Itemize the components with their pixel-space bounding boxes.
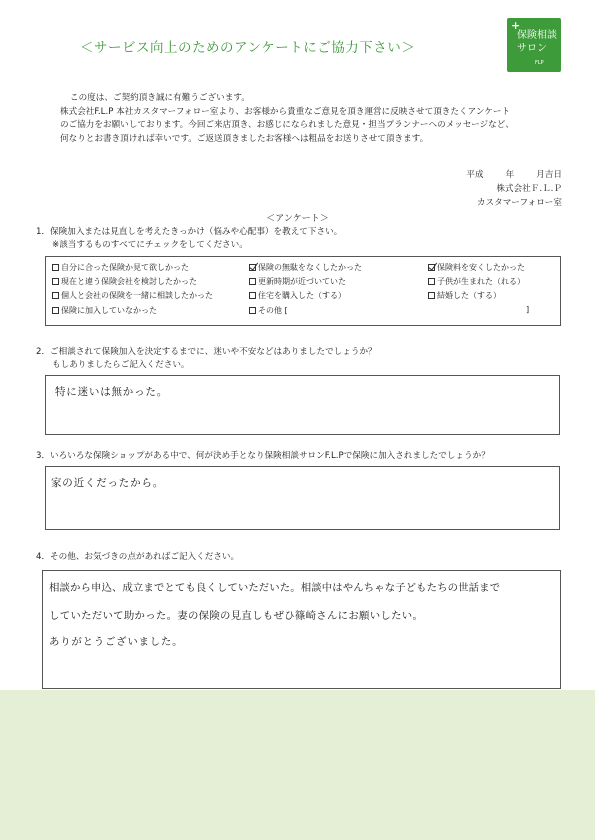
- option-item[interactable]: [52, 305, 157, 316]
- option-item[interactable]: [249, 262, 362, 273]
- option-label: 保険に加入していなかった: [61, 306, 157, 315]
- option-item[interactable]: [249, 290, 346, 301]
- department-name: カスタマーフォロー室: [476, 198, 562, 208]
- checkbox[interactable]: [428, 292, 435, 299]
- question-1: [36, 226, 342, 252]
- option-item[interactable]: [249, 276, 346, 287]
- option-item[interactable]: [428, 262, 525, 273]
- logo-text-line2: サロン: [517, 43, 547, 54]
- checkbox[interactable]: [428, 278, 435, 285]
- option-label: 住宅を購入した（する）: [258, 291, 346, 300]
- option-item[interactable]: [428, 276, 525, 287]
- salon-logo: [507, 18, 561, 72]
- company-name: 株式会社Ｆ.Ｌ.Ｐ: [496, 184, 562, 194]
- intro-line: この度は、ご契約頂き誠に有難うございます。: [70, 93, 250, 103]
- question-4-answer-line: ありがとうございました。: [49, 636, 184, 648]
- question-2-answer-box[interactable]: [45, 375, 560, 435]
- logo-text-line1: 保険相談: [517, 30, 557, 41]
- question-2-text: 2．ご相談されて保険加入を決定するまでに、迷いや不安などはありましたでしょうか？: [36, 347, 377, 357]
- question-1-options: [45, 256, 561, 326]
- option-item[interactable]: [52, 262, 189, 273]
- question-1-note: ※該当するものすべてにチェックをしてください。: [52, 240, 248, 250]
- intro-line: のご協力をお願いしております。今回ご来店頂き、お感じになられました意見・担当プランナーへのメッセージなど、: [60, 120, 514, 130]
- intro-text: [60, 92, 560, 146]
- question-4-answer-line: 相談から申込、成立までとても良くしていただいた。相談中はやんちゃな子どもたちの世話まで: [49, 582, 501, 594]
- date-year: 年: [505, 170, 515, 180]
- intro-line: 株式会社F.L.P 本社カスタマーフォロー室より、お客様から貴重なご意見を頂き運営に反映させて頂きたくアンケート: [60, 106, 511, 117]
- option-label: 更新時期が近づいていた: [258, 277, 346, 286]
- checkbox[interactable]: [249, 292, 256, 299]
- question-2-answer: 特に迷いは無かった。: [55, 386, 168, 398]
- intro-line: 何なりとお書き頂ければ幸いです。ご返送頂きましたお客様へは粗品をお送りさせて頂きます。: [60, 133, 429, 144]
- option-label: 現在と違う保険会社を検討したかった: [61, 277, 197, 286]
- question-2: [36, 346, 377, 372]
- question-2-note: もしありましたらご記入ください。: [52, 360, 190, 370]
- checkbox[interactable]: [52, 264, 59, 271]
- other-bracket-close: ]: [526, 305, 530, 314]
- option-label: その他 [: [258, 306, 288, 315]
- checkbox-checked[interactable]: [249, 264, 256, 271]
- option-label: 保険の無駄をなくしたかった: [258, 263, 362, 272]
- question-3-text: 3．いろいろな保険ショップがある中で、何が決め手となり保険相談サロンF.L.Pで保険に加入されましたでしょうか？: [36, 451, 490, 461]
- option-item[interactable]: [52, 290, 213, 301]
- logo-text-line3: FLP: [535, 60, 544, 66]
- checkbox[interactable]: [52, 292, 59, 299]
- checkbox[interactable]: [52, 278, 59, 285]
- checkbox[interactable]: [249, 307, 256, 314]
- question-4: [36, 551, 239, 564]
- sender-signature: [466, 168, 562, 210]
- date-line: [466, 168, 562, 182]
- option-item[interactable]: [52, 276, 197, 287]
- bottom-background-band: [0, 690, 595, 840]
- date-era: 平成: [466, 170, 484, 180]
- option-label: 子供が生まれた（れる）: [437, 277, 525, 286]
- date-month-day: 月吉日: [536, 170, 562, 180]
- option-label: 個人と会社の保険を一緒に相談したかった: [61, 291, 213, 300]
- question-4-answer-line: していただいて助かった。妻の保険の見直しもぜひ篠崎さんにお願いしたい。: [49, 610, 424, 622]
- question-3-answer: 家の近くだったから。: [51, 477, 164, 489]
- question-1-text: 1．保険加入または見直しを考えたきっかけ（悩みや心配事）を教えて下さい。: [36, 227, 343, 237]
- question-3-answer-box[interactable]: [45, 466, 560, 530]
- question-4-text: 4．その他、お気づきの点があればご記入ください。: [36, 552, 240, 562]
- option-label: 保険料を安くしたかった: [437, 263, 525, 272]
- option-label: 結婚した（する）: [437, 291, 501, 300]
- survey-heading: ＜アンケート＞: [266, 214, 329, 224]
- checkbox-checked[interactable]: [428, 264, 435, 271]
- checkbox[interactable]: [52, 307, 59, 314]
- question-4-answer-box[interactable]: [42, 570, 561, 689]
- logo-plus-mark: +: [511, 19, 521, 32]
- question-3: [36, 450, 490, 463]
- option-item[interactable]: [428, 290, 501, 301]
- option-item[interactable]: [249, 305, 288, 316]
- page-title: ＜サービス向上のためのアンケートにご協力下さい＞: [80, 40, 416, 56]
- option-label: 自分に合った保険か見て欲しかった: [61, 263, 189, 272]
- checkbox[interactable]: [249, 278, 256, 285]
